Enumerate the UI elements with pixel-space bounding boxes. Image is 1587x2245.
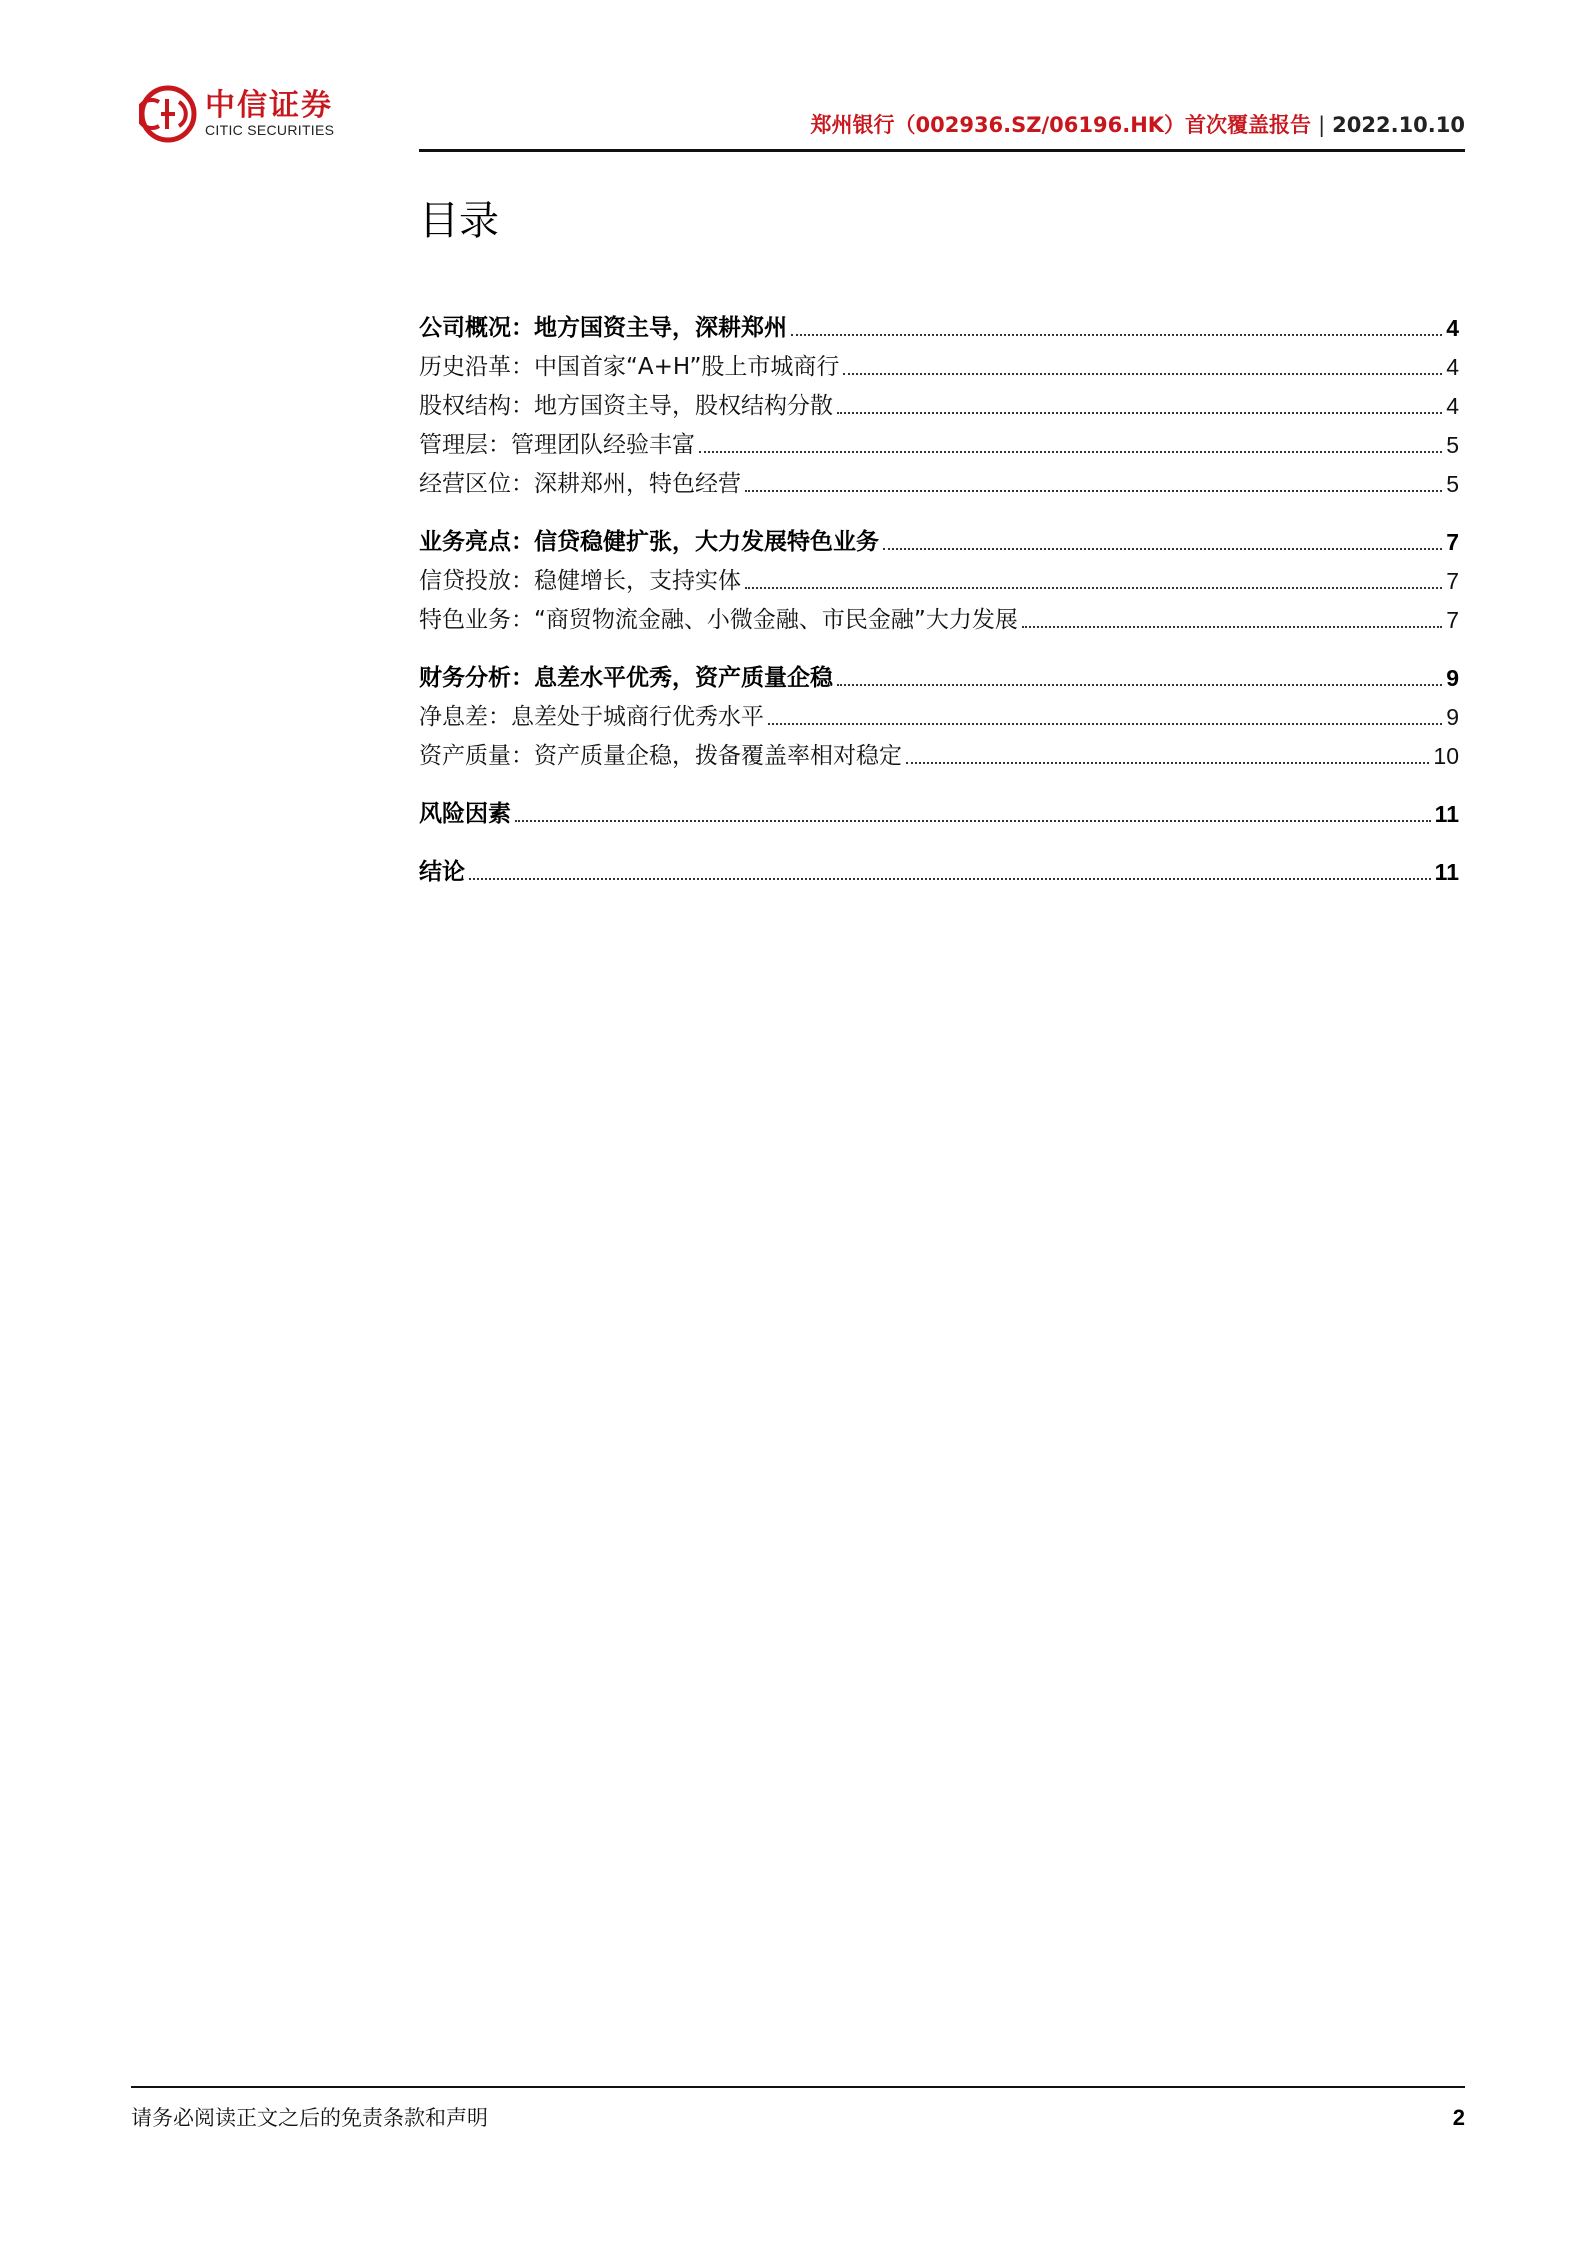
toc-dot-leader <box>883 548 1442 550</box>
report-title: 郑州银行（002936.SZ/06196.HK）首次覆盖报告 <box>810 113 1312 137</box>
toc-entry-title: 结论 <box>419 859 465 885</box>
toc-entry-title: 历史沿革：中国首家“A+H”股上市城商行 <box>419 354 840 380</box>
toc-dot-leader <box>745 490 1442 492</box>
logo-name-en: CITIC SECURITIES <box>205 122 335 138</box>
toc-section-link[interactable] <box>419 790 1459 829</box>
toc-subsection-link[interactable] <box>419 596 1459 635</box>
toc-entry-page: 9 <box>1446 665 1459 691</box>
toc-entry-title: 经营区位：深耕郑州，特色经营 <box>419 471 741 497</box>
company-logo <box>139 84 334 144</box>
toc-dot-leader <box>906 762 1429 764</box>
toc-subsection-link[interactable] <box>419 557 1459 596</box>
toc-entry-page: 5 <box>1446 471 1459 497</box>
citic-logo-icon <box>139 85 197 143</box>
toc-entry-page: 10 <box>1433 743 1459 769</box>
header-separator: | <box>1318 113 1326 137</box>
toc-entry-page: 4 <box>1446 315 1459 341</box>
toc-entry-page: 9 <box>1446 704 1459 730</box>
toc-entry-title: 业务亮点：信贷稳健扩张，大力发展特色业务 <box>419 529 879 555</box>
toc-entry-title: 风险因素 <box>419 801 511 827</box>
toc-entry-title: 管理层：管理团队经验丰富 <box>419 432 695 458</box>
toc-entry-page: 11 <box>1434 801 1459 827</box>
toc-dot-leader <box>469 878 1431 880</box>
toc-entry-page: 7 <box>1446 607 1459 633</box>
toc-section-link[interactable] <box>419 518 1459 557</box>
header-divider <box>419 149 1465 152</box>
toc-entry-page: 4 <box>1446 354 1459 380</box>
report-header <box>811 112 1466 138</box>
toc-dot-leader <box>791 334 1442 336</box>
toc-subsection-link[interactable] <box>419 732 1459 771</box>
toc-entry-title: 特色业务：“商贸物流金融、小微金融、市民金融”大力发展 <box>419 607 1018 633</box>
toc-entry-page: 5 <box>1446 432 1459 458</box>
toc-entry-title: 财务分析：息差水平优秀，资产质量企稳 <box>419 665 833 691</box>
toc-dot-leader <box>515 820 1431 822</box>
toc-subsection-link[interactable] <box>419 693 1459 732</box>
toc-section-link[interactable] <box>419 304 1459 343</box>
toc-subsection-link[interactable] <box>419 343 1459 382</box>
toc-subsection-link[interactable] <box>419 460 1459 499</box>
toc-entry-title: 信贷投放：稳健增长，支持实体 <box>419 568 741 594</box>
footer-disclaimer: 请务必阅读正文之后的免责条款和声明 <box>131 2106 488 2130</box>
page-number: 2 <box>1452 2105 1465 2130</box>
toc-entry-page: 11 <box>1434 859 1459 885</box>
toc-subsection-link[interactable] <box>419 382 1459 421</box>
toc-entry-title: 股权结构：地方国资主导，股权结构分散 <box>419 393 833 419</box>
toc-entry-page: 7 <box>1446 568 1459 594</box>
toc-dot-leader <box>837 412 1442 414</box>
toc-entry-title: 资产质量：资产质量企稳，拨备覆盖率相对稳定 <box>419 743 902 769</box>
footer-divider <box>131 2086 1465 2088</box>
table-of-contents <box>419 304 1459 887</box>
toc-heading: 目录 <box>419 198 499 244</box>
toc-section-link[interactable] <box>419 654 1459 693</box>
toc-subsection-link[interactable] <box>419 421 1459 460</box>
toc-dot-leader <box>768 723 1442 725</box>
toc-entry-title: 公司概况：地方国资主导，深耕郑州 <box>419 315 787 341</box>
toc-entry-page: 4 <box>1446 393 1459 419</box>
report-date: 2022.10.10 <box>1332 113 1465 137</box>
toc-entry-page: 7 <box>1446 529 1459 555</box>
toc-entry-title: 净息差：息差处于城商行优秀水平 <box>419 704 764 730</box>
toc-dot-leader <box>699 451 1442 453</box>
toc-dot-leader <box>837 684 1442 686</box>
toc-dot-leader <box>1022 626 1442 628</box>
toc-section-link[interactable] <box>419 848 1459 887</box>
toc-dot-leader <box>745 587 1442 589</box>
logo-name-cn: 中信证券 <box>205 88 333 123</box>
toc-dot-leader <box>843 373 1442 375</box>
